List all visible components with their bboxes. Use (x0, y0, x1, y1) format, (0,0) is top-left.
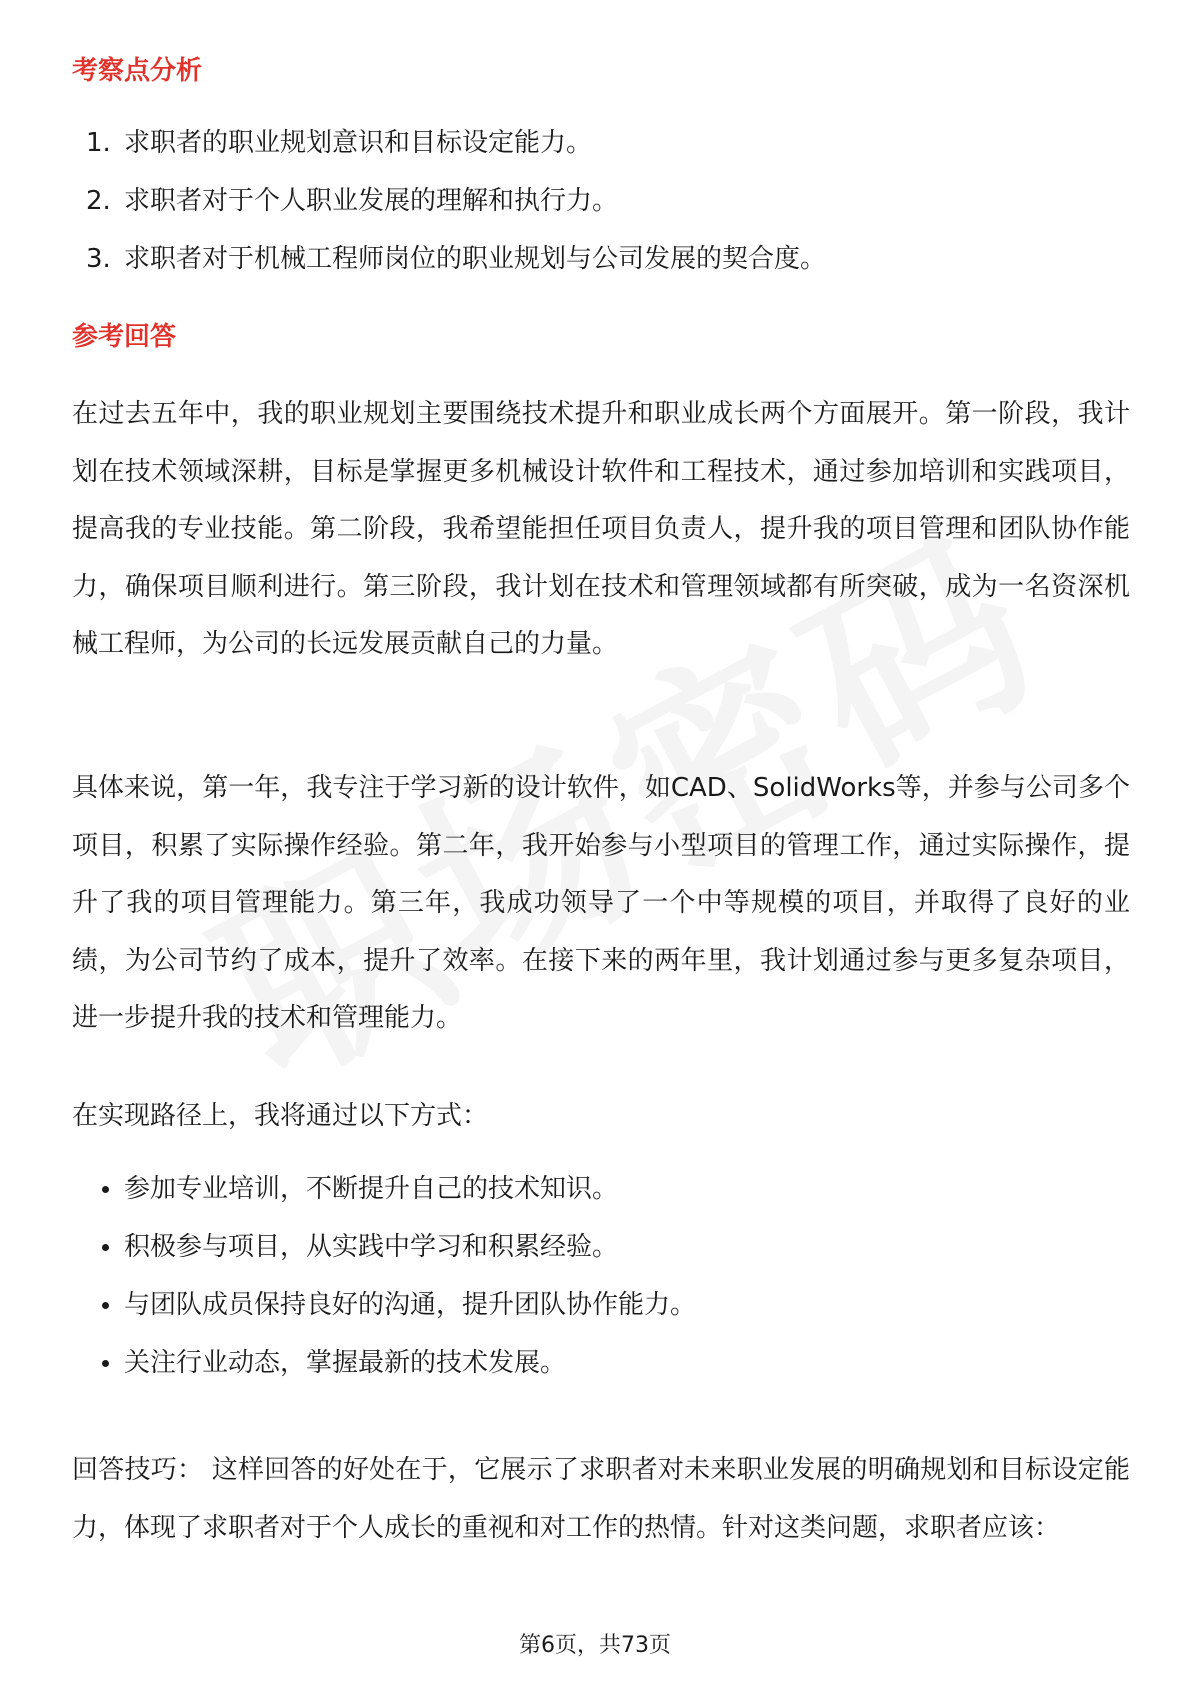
list-item-text: 关注行业动态，掌握最新的技术发展。 (124, 1348, 567, 1378)
list-item-text: 与团队成员保持良好的沟通，提升团队协作能力。 (124, 1290, 697, 1320)
answer-tips-paragraph: 回答技巧： 这样回答的好处在于，它展示了求职者对未来职业发展的明确规划和目标设定能力，体现了求职者对于个人成长的重视和对工作的热情。针对这类问题，求职者应该： (72, 1455, 1130, 1543)
list-item (72, 122, 1132, 180)
bullet-icon (102, 1186, 109, 1193)
list-item-text: 求职者对于个人职业发展的理解和执行力。 (124, 186, 619, 216)
answer-paragraph-2: 具体来说，第一年，我专注于学习新的设计软件，如CAD、SolidWorks等，并参与公司多个项目，积累了实际操作经验。第二年，我开始参与小型项目的管理工作，通过实际操作，提升了我的项目管理能力。第三年，我成功领导了一个中等规模的项目，并取得了良好的业绩，为公司节约了成本，提升了效率。在接下来的两年里，我计划通过参与更多复杂项目，进一步提升我的技术和管理能力。 (72, 773, 1130, 1033)
list-item (72, 1284, 1132, 1342)
list-item-text: 积极参与项目，从实践中学习和积累经验。 (124, 1232, 619, 1262)
analysis-list (72, 122, 1132, 296)
section-heading-analysis: 考察点分析 (72, 56, 203, 86)
list-item-number: 3. (86, 244, 111, 274)
page-number: 第6页，共73页 (519, 1633, 671, 1658)
list-item-text: 求职者对于机械工程师岗位的职业规划与公司发展的契合度。 (124, 244, 827, 274)
list-item (72, 1226, 1132, 1284)
answer-paragraph-1: 在过去五年中，我的职业规划主要围绕技术提升和职业成长两个方面展开。第一阶段，我计划在技术领域深耕，目标是掌握更多机械设计软件和工程技术，通过参加培训和实践项目，提高我的专业技能。第二阶段，我希望能担任项目负责人，提升我的项目管理和团队协作能力，确保项目顺利进行。第三阶段，我计划在技术和管理领域都有所突破，成为一名资深机械工程师，为公司的长远发展贡献自己的力量。 (72, 399, 1130, 659)
answer-paragraph-3: 在实现路径上，我将通过以下方式： (72, 1101, 489, 1131)
list-item (72, 1168, 1132, 1226)
section-heading-answer: 参考回答 (72, 322, 177, 352)
bullet-icon (102, 1244, 109, 1251)
list-item (72, 1342, 1132, 1400)
list-item (72, 238, 1132, 296)
list-item-number: 1. (86, 128, 111, 158)
list-item-text: 求职者的职业规划意识和目标设定能力。 (124, 128, 593, 158)
bullet-icon (102, 1360, 109, 1367)
bullet-icon (102, 1302, 109, 1309)
list-item (72, 180, 1132, 238)
list-item-text: 参加专业培训，不断提升自己的技术知识。 (124, 1174, 619, 1204)
list-item-number: 2. (86, 186, 111, 216)
approach-list (72, 1168, 1132, 1400)
